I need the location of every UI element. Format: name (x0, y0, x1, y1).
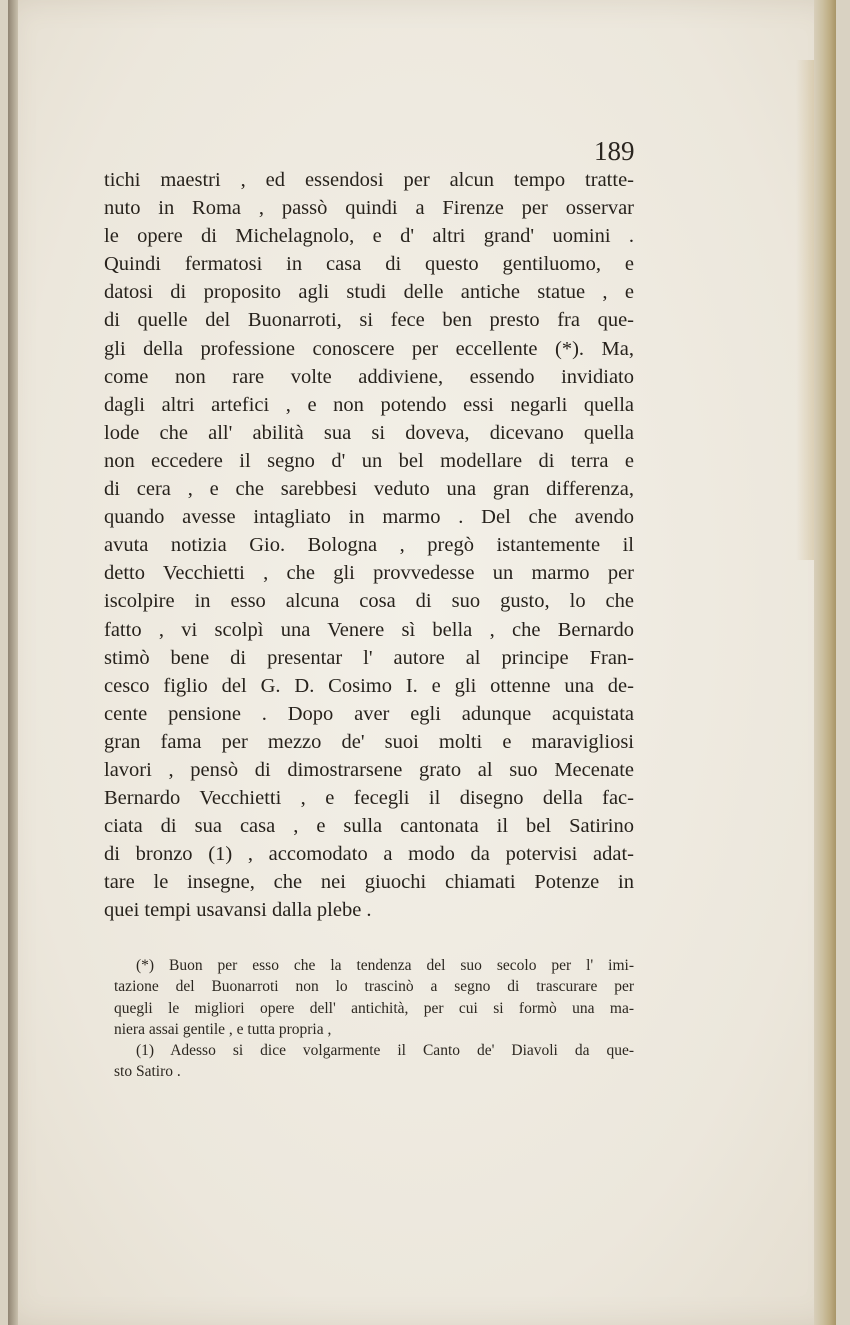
text-line: le opere di Michelagnolo, e d' altri grand' uomini . (104, 225, 634, 248)
footnote-line: quegli le migliori opere dell' antichità, per cui si formò una ma- (114, 999, 634, 1017)
paper-stain (796, 60, 814, 560)
main-text (104, 166, 634, 925)
footnote-line: sto Satiro . (114, 1063, 181, 1081)
text-line: quei tempi usavansi dalla plebe . (104, 899, 372, 922)
text-line: tichi maestri , ed essendosi per alcun tempo tratte- (104, 169, 634, 191)
text-line: dagli altri artefici , e non potendo essi negarli quella (104, 393, 634, 416)
text-line: di cera , e che sarebbesi veduto una gran differenza, (104, 478, 634, 501)
text-line: iscolpire in esso alcuna cosa di suo gusto, lo che (104, 590, 634, 613)
text-line: quando avesse intagliato in marmo . Del che avendo (104, 506, 634, 529)
text-line: Quindi fermatosi in casa di questo gentiluomo, e (104, 253, 634, 276)
text-line: Bernardo Vecchietti , e fecegli il disegno della fac- (104, 787, 634, 810)
text-line: non eccedere il segno d' un bel modellare di terra e (104, 449, 634, 472)
text-line: datosi di proposito agli studi delle antiche statue , e (104, 281, 634, 304)
text-line: di bronzo (1) , accomodato a modo da potervisi adat- (104, 843, 634, 866)
page-fore-edge (814, 0, 836, 1325)
text-line: tare le insegne, che nei giuochi chiamati Potenze in (104, 871, 634, 894)
footnote-line: niera assai gentile , e tutta propria , (114, 1020, 332, 1038)
book-page (8, 0, 836, 1325)
footnote-line: (*) Buon per esso che la tendenza del suo secolo per l' imi- (136, 957, 634, 974)
text-line: stimò bene di presentar l' autore al principe Fran- (104, 646, 634, 669)
text-line: di quelle del Buonarroti, si fece ben presto fra que- (104, 309, 634, 332)
text-line: come non rare volte addiviene, essendo invidiato (104, 365, 634, 388)
text-line: gli della professione conoscere per eccellente (*). Ma, (104, 337, 634, 360)
text-line: detto Vecchietti , che gli provvedesse un marmo per (104, 562, 634, 585)
text-line: nuto in Roma , passò quindi a Firenze per osservar (104, 197, 634, 220)
text-line: fatto , vi scolpì una Venere sì bella , che Bernardo (104, 618, 634, 641)
footnotes (114, 955, 634, 1083)
text-line: avuta notizia Gio. Bologna , pregò istantemente il (104, 534, 634, 557)
text-line: lode che all' abilità sua si doveva, dicevano quella (104, 421, 634, 444)
page-number: 189 (594, 136, 635, 166)
footnote-line: tazione del Buonarroti non lo trascinò a segno di trascurare per (114, 978, 634, 996)
text-line: ciata di sua casa , e sulla cantonata il bel Satirino (104, 815, 634, 838)
text-line: cente pensione . Dopo aver egli adunque acquistata (104, 702, 634, 725)
text-line: cesco figlio del G. D. Cosimo I. e gli ottenne una de- (104, 674, 634, 697)
footnote-line: (1) Adesso si dice volgarmente il Canto de' Diavoli da que- (136, 1042, 634, 1060)
page-binding-edge (8, 0, 18, 1325)
text-line: gran fama per mezzo de' suoi molti e maravigliosi (104, 730, 634, 753)
text-line: lavori , pensò di dimostrarsene grato al suo Mecenate (104, 758, 634, 781)
